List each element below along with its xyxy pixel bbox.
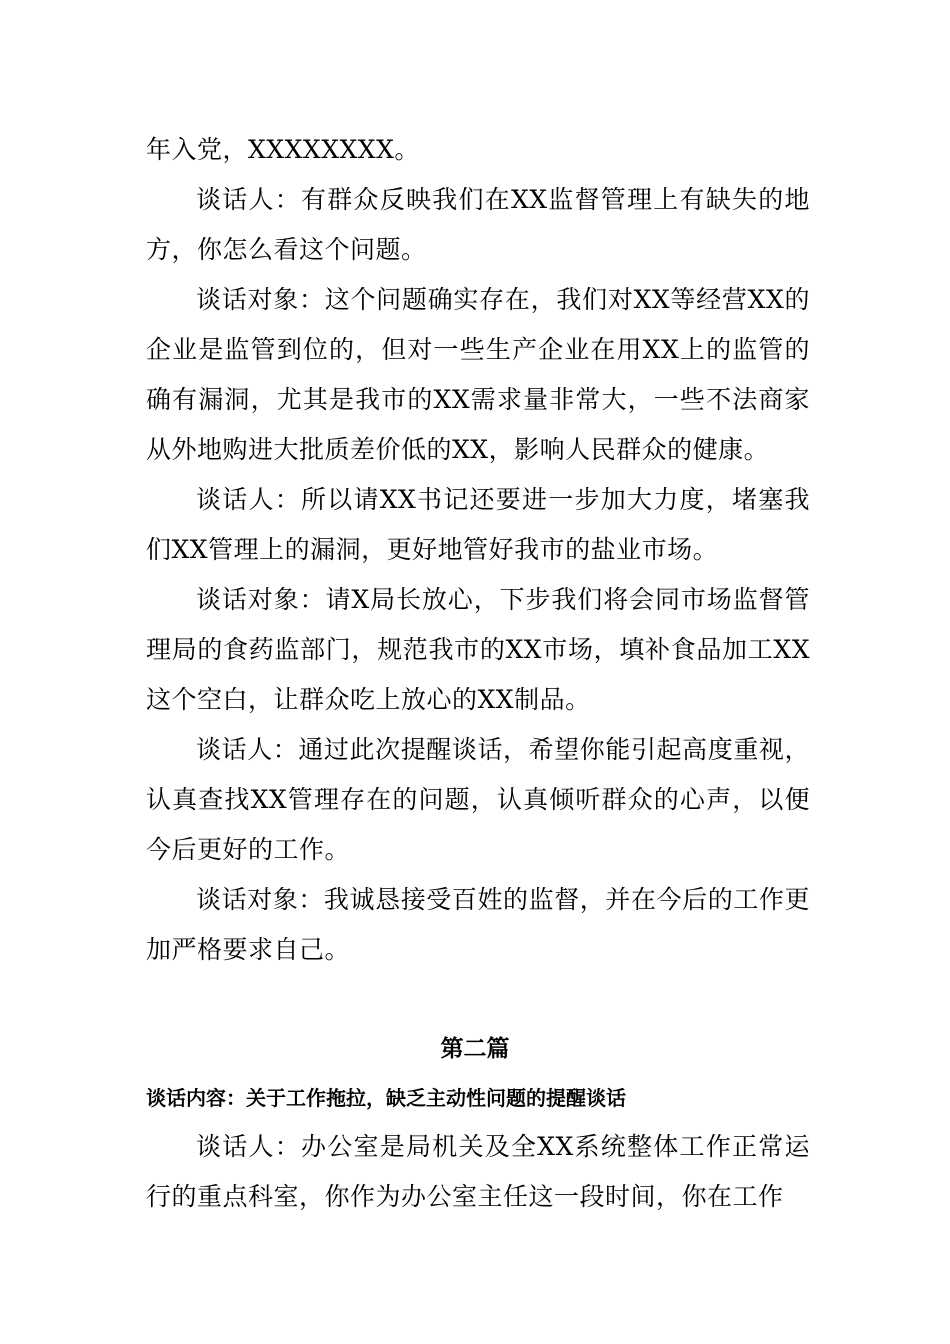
section-title: 第二篇 — [440, 1036, 510, 1062]
paragraph-speaker-request: 谈话人：所以请XX书记还要进一步加大力度，堵塞我们XX管理上的漏洞，更好地管好我市的盐业市场。 — [146, 485, 810, 564]
paragraph-speaker-question: 谈话人：有群众反映我们在XX监督管理上有缺失的地方，你怎么看这个问题。 — [146, 185, 810, 264]
talk-topic: 谈话内容：关于工作拖拉，缺乏主动性问题的提醒谈话 — [146, 1086, 626, 1110]
paragraph-respondent-plan: 谈话对象：请X局长放心，下步我们将会同市场监督管理局的食药监部门，规范我市的XX市场，填补食品加工XX这个空白，让群众吃上放心的XX制品。 — [146, 585, 810, 714]
paragraph-speaker-summary: 谈话人：通过此次提醒谈话，希望你能引起高度重视，认真查找XX管理存在的问题，认真倾听群众的心声，以便今后更好的工作。 — [146, 735, 810, 864]
paragraph-continuation: 年入党，XXXXXXXX。 — [146, 135, 420, 164]
paragraph-speaker-intro: 谈话人：办公室是局机关及全XX系统整体工作正常运行的重点科室，你作为办公室主任这一段时间，你在工作 — [146, 1132, 810, 1211]
paragraph-respondent-answer: 谈话对象：这个问题确实存在，我们对XX等经营XX的企业是监管到位的，但对一些生产企业在用XX上的监管的确有漏洞，尤其是我市的XX需求量非常大，一些不法商家从外地购进大批质差价低的XX，影响人民群众的健康。 — [146, 285, 810, 464]
paragraph-respondent-commitment: 谈话对象：我诚恳接受百姓的监督，并在今后的工作更加严格要求自己。 — [146, 885, 810, 964]
